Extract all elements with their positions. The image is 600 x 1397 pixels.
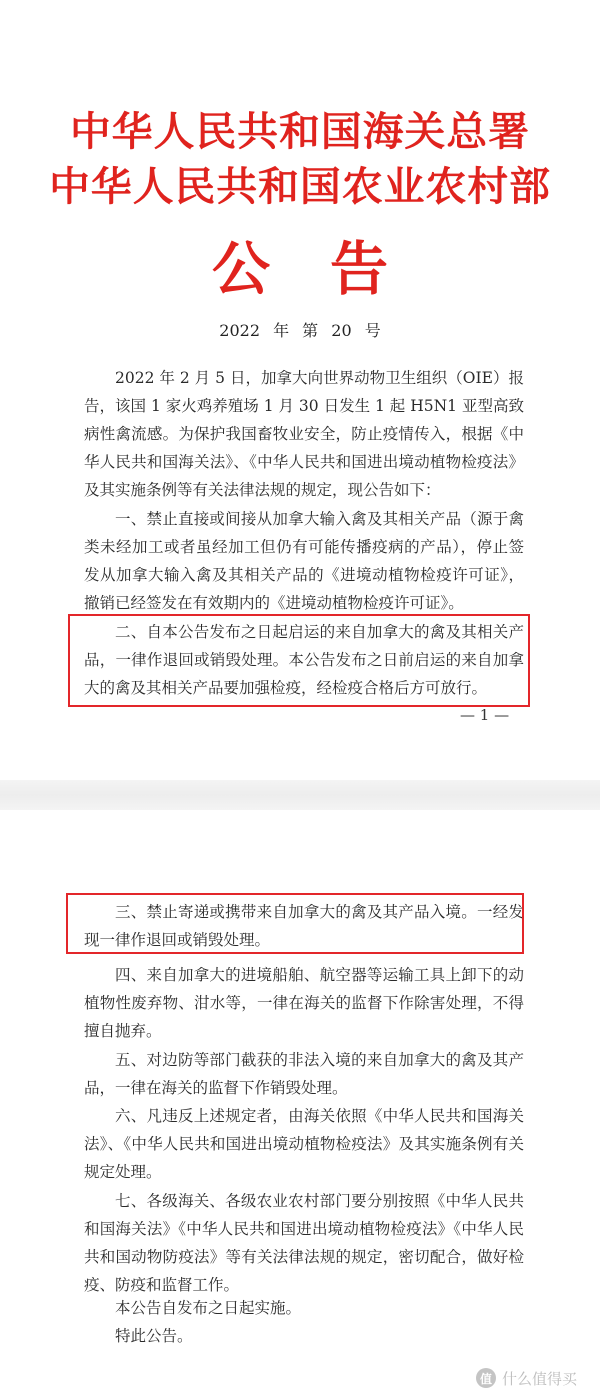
highlight-box-clause-2	[68, 614, 530, 707]
closing-statement: 特此公告。	[115, 1327, 193, 1345]
clause-2: 二、自本公告发布之日起启运的来自加拿大的禽及其相关产品，一律作退回或销毁处理。本公告发布之日前启运的来自加拿大的禽及其相关产品要加强检疫，经检疫合格后方可放行。	[84, 623, 524, 697]
clause-7: 七、各级海关、各级农业农村部门要分别按照《中华人民共和国海关法》《中华人民共和国进出境动植物检疫法》《中华人民共和国动物防疫法》等有关法律法规的规定，密切配合，做好检疫、防疫和监督工作。	[84, 1192, 524, 1294]
clause-4: 四、来自加拿大的进境船舶、航空器等运输工具上卸下的动植物性废弃物、泔水等，一律在海关的监督下作除害处理，不得擅自抛弃。	[84, 966, 524, 1040]
page-number: — 1 —	[460, 706, 510, 724]
document-number: 2022 年 第 20 号	[219, 321, 381, 340]
clause-6: 六、凡违反上述规定者，由海关依照《中华人民共和国海关法》、《中华人民共和国进出境动植物检疫法》及其实施条例有关规定处理。	[84, 1107, 524, 1181]
notice-title: 公告	[211, 235, 448, 303]
intro-paragraph: 2022 年 2 月 5 日，加拿大向世界动物卫生组织（OIE）报告，该国 1 家火鸡养殖场 1 月 30 日发生 1 起 H5N1 亚型高致病性禽流感。为保护我国畜牧业安全，防止疫情传入，根据《中华人民共和国海关法》、《中华人民共和国进出境动植物检疫法》及其实施条例等有关法律法规的规定，现公告如下：	[84, 369, 524, 499]
issuing-org-customs: 中华人民共和国海关总署	[69, 109, 531, 155]
highlight-box-clause-3	[66, 893, 524, 954]
effective-statement: 本公告自发布之日起实施。	[115, 1299, 302, 1317]
watermark	[476, 1366, 577, 1390]
page-separator	[0, 780, 600, 810]
clause-5: 五、对边防等部门截获的非法入境的来自加拿大的禽及其产品，一律在海关的监督下作销毁处理。	[84, 1051, 524, 1097]
zhi-logo-icon: 值	[476, 1368, 496, 1388]
watermark-text: 什么值得买	[502, 1369, 578, 1388]
clause-3: 三、禁止寄递或携带来自加拿大的禽及其产品入境。一经发现一律作退回或销毁处理。	[84, 903, 524, 949]
clause-1: 一、禁止直接或间接从加拿大输入禽及其相关产品（源于禽类未经加工或者虽经加工但仍有可能传播疫病的产品），停止签发从加拿大输入禽及其相关产品的《进境动植物检疫许可证》，撤销已经签发在有效期内的《进境动植物检疫许可证》。	[84, 510, 524, 612]
issuing-org-agriculture: 中华人民共和国农业农村部	[49, 164, 551, 210]
